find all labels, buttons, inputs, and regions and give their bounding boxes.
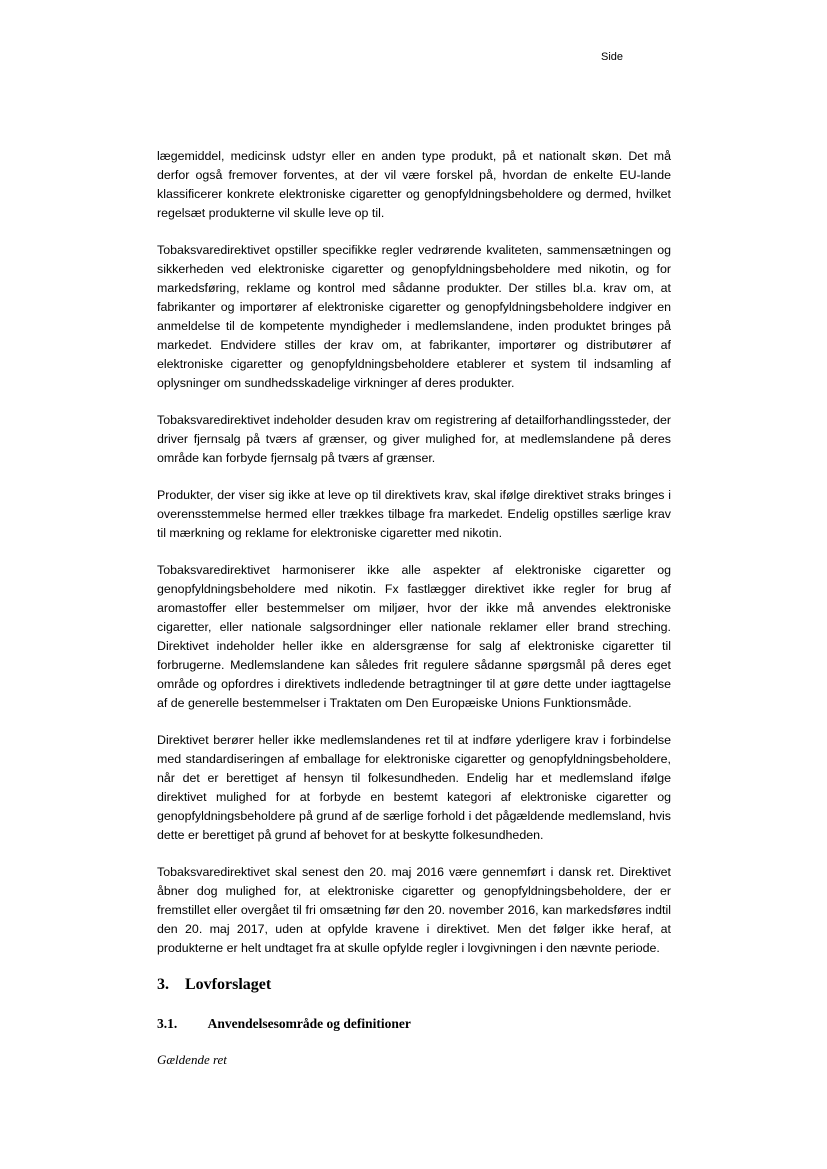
paragraph: Direktivet berører heller ikke medlemslandenes ret til at indføre yderligere krav i forbindelse med standardiseringen af emballage for elektroniske cigaretter og genopfyldningsbeholdere, når det er berettiget af hensyn til folkesundheden. Endelig har et medlemsland ifølge direktivet mulighed for at forbyde en bestemt kategori af elektroniske cigaretter og genopfyldningsbeholdere på grund af de særlige forhold i det pågældende medlemsland, hvis dette er berettiget på grund af behovet for at beskytte folkesundheden. [157, 733, 671, 842]
paragraph: Produkter, der viser sig ikke at leve op til direktivets krav, skal ifølge direktivet straks bringes i overensstemmelse hermed eller trækkes tilbage fra markedet. Endelig opstilles særlige krav til mærkning og reklame for elektroniske cigaretter med nikotin. [157, 488, 671, 540]
page-number-label: Side [601, 51, 624, 63]
section-title: Lovforslaget [185, 976, 272, 993]
paragraph: lægemiddel, medicinsk udstyr eller en anden type produkt, på et nationalt skøn. Det må derfor også fremover forventes, at der vil være forskel på, hvordan de enkelte EU-lande klassificerer konkrete elektroniske cigaretter og genopfyldningsbeholdere og dermed, hvilket regelsæt produkterne vil skulle leve op til. [157, 149, 671, 220]
section-number: 3. [157, 976, 169, 993]
subsection-heading [157, 1016, 671, 1032]
subsection-title: Anvendelsesområde og definitioner [207, 1016, 411, 1031]
paragraph: Tobaksvaredirektivet indeholder desuden krav om registrering af detailforhandlingssteder, der driver fjernsalg på tværs af grænser, og giver mulighed for, at medlemslandene på deres område kan forbyde fjernsalg på tværs af grænser. [157, 413, 671, 465]
paragraph: Tobaksvaredirektivet harmoniserer ikke alle aspekter af elektroniske cigaretter og genopfyldningsbeholdere med nikotin. Fx fastlægger direktivet ikke regler for brug af aromastoffer eller bestemmelser om miljøer, hvor der ikke må anvendes elektroniske cigaretter, eller nationale salgsordninger eller nationale reklamer eller brand streching. Direktivet indeholder heller ikke en aldersgrænse for salg af elektroniske cigaretter til forbrugerne. Medlemslandene kan således frit regulere sådanne spørgsmål på deres eget område og opfordres i direktivets indledende betragtninger til at gøre dette under iagttagelse af de generelle bestemmelser i Traktaten om Den Europæiske Unions Funktionsmåde. [157, 563, 671, 710]
document-body [157, 147, 671, 1068]
section-heading [157, 976, 671, 994]
paragraph: Tobaksvaredirektivet opstiller specifikke regler vedrørende kvaliteten, sammensætningen og sikkerheden ved elektroniske cigaretter og genopfyldningsbeholdere med nikotin, og for markedsføring, reklame og kontrol med sådanne produkter. Der stilles bl.a. krav om, at fabrikanter og importører af elektroniske cigaretter og genopfyldningsbeholdere indgiver en anmeldelse til de kompetente myndigheder i medlemslandene, inden produktet bringes på markedet. Endvidere stilles der krav om, at fabrikanter, importører og distributører af elektroniske cigaretter og genopfyldningsbeholdere etablerer et system til indsamling af oplysninger om sundhedsskadelige virkninger af deres produkter. [157, 243, 671, 390]
subsection-note: Gældende ret [157, 1052, 227, 1067]
paragraph: Tobaksvaredirektivet skal senest den 20. maj 2016 være gennemført i dansk ret. Direktivet åbner dog mulighed for, at elektroniske cigaretter og genopfyldningsbeholdere, der er fremstillet eller overgået til fri omsætning før den 20. november 2016, kan markedsføres indtil den 20. maj 2017, uden at opfylde kravene i direktivet. Men det følger ikke heraf, at produkterne er helt undtaget fra at skulle opfylde regler i lovgivningen i den nævnte periode. [157, 865, 671, 955]
subsection-number: 3.1. [157, 1016, 178, 1031]
